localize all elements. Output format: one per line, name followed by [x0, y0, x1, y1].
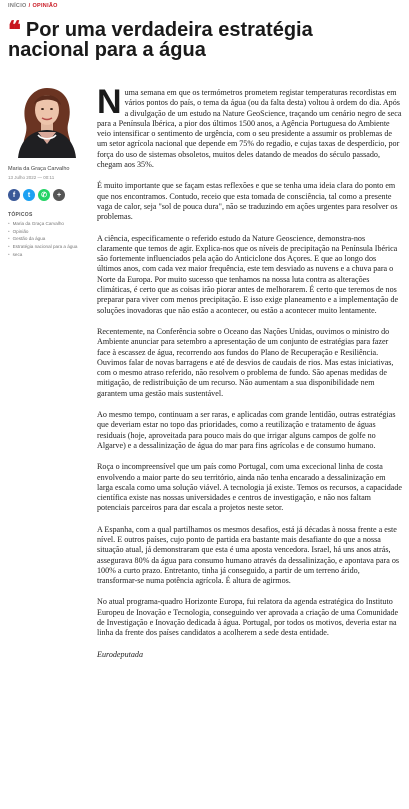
- topic-label: Maria da Graça Carvalho: [12, 221, 64, 226]
- topic-label: Estratégia nacional para a água: [12, 244, 78, 250]
- bullet-icon: •: [8, 221, 10, 226]
- breadcrumb-home-link[interactable]: INÍCIO: [8, 3, 27, 9]
- bullet-icon: •: [8, 236, 10, 242]
- breadcrumb-separator: /: [28, 3, 31, 9]
- author-sidebar: [8, 80, 86, 259]
- breadcrumb-current-link[interactable]: OPINIÃO: [32, 3, 58, 9]
- article-paragraph: A Espanha, com a qual partilhamos os mesmos desafios, está já décadas à nossa frente a este nível. E outros países, cujo ponto de partida era bastante mais desafiante do que a nossa situação atual, já demonstraram que esta é uma aposta vencedora. Israel, há uns anos atrás, assegurava 80% da água para consumo humano através da dessalinização, e apontava para os 100% a curto prazo. Entretanto, tinha já conseguido, a partir de um terreno árido, transformar-se numa potência agrícola. É altura de agirmos.: [97, 524, 400, 586]
- topic-item[interactable]: [8, 244, 86, 249]
- whatsapp-share-button[interactable]: [38, 189, 50, 201]
- topic-label: seca: [12, 251, 23, 257]
- article-paragraph: Ao mesmo tempo, continuam a ser raras, e aplicadas com grande lentidão, outras estratégias que deveriam estar no topo das prioridades, como a reutilização e tratamento de águas residuais (hoje, aproveitada para pouco mais do que irrigar alguns campos de golfe no Algarve) e a dessalinização de água do mar para fins agrícolas e de consumo humano.: [97, 410, 396, 450]
- page-title: [8, 15, 338, 61]
- quote-icon: ❝: [8, 15, 21, 44]
- twitter-share-button[interactable]: [23, 189, 35, 201]
- bullet-icon: •: [8, 228, 10, 234]
- article-paragraph: [97, 83, 402, 170]
- more-share-button[interactable]: [53, 189, 65, 201]
- topics-list: [8, 221, 86, 257]
- breadcrumb: [8, 3, 58, 9]
- bullet-icon: •: [8, 251, 10, 257]
- topic-label: Opinião: [12, 228, 29, 234]
- bullet-icon: •: [8, 244, 10, 250]
- article-body: [97, 83, 403, 671]
- author-portrait-icon: [8, 80, 86, 158]
- topic-label: Gestão da água: [12, 236, 46, 242]
- author-signoff: Eurodeputada: [97, 649, 144, 659]
- topic-item[interactable]: [8, 236, 86, 241]
- topic-item[interactable]: [8, 229, 86, 234]
- author-avatar[interactable]: [8, 80, 86, 158]
- topics-heading: TÓPICOS: [8, 212, 33, 218]
- drop-cap: N: [97, 83, 122, 121]
- article-paragraph: Recentemente, na Conferência sobre o Oceano das Nações Unidas, ouvimos o ministro do Ambiente anunciar para setembro a apresentação de um conjunto de estratégias para fazer face à escassez de água, recorrendo aos fundos do Plano de Recuperação e Resiliência. Ouvimos falar de novas barragens e até de desvios de caudais de rios. Mas estas iniciativas, com o mesmo atraso referido, não resolvem o problema de fundo. São apenas medidas de mitigação, de redistribuição de um recurso. Não aumentam a sua disponibilidade nem garantem uma gestão mais sustentável.: [97, 326, 394, 398]
- facebook-share-button[interactable]: [8, 189, 20, 201]
- publish-date: 13 Julho 2022 — 00:11: [8, 175, 55, 180]
- topic-item[interactable]: [8, 221, 86, 226]
- article-paragraph: No atual programa-quadro Horizonte Europa, fui relatora da agenda estratégica do Instituto Europeu de Inovação e Tecnologia, conseguindo ver aprovada a criação de uma Comunidade de Investigação e Inovação dedicada à água. Portugal, por todos os motivos, deveria estar na linha da frente dos países candidatos a acolherem a sede desta entidade.: [97, 597, 399, 638]
- paragraph-text: uma semana em que os termómetros prometem registar temperaturas recordistas em vários pontos do país, o tema da água (ou da falta desta) voltou à ordem do dia. Após a divulgação de um estudo na Nature GeoScience, traçando um cenário negro de seca para a Península Ibérica, a pior dos últimos 1500 anos, a Agência Portuguesa do Ambiente veio intensificar o sentimento de urgência, com o seu presidente a assumir os problemas de um setor agrícola nacional que depende em 75% do regadio, e cujas taxas de desperdício, por força do uso de sistemas obsoletos, muitos deles datando de meados do século passado, chegam aos 35%.: [97, 88, 402, 170]
- twitter-icon: t: [27, 191, 31, 199]
- share-buttons: [8, 189, 86, 201]
- article-paragraph: A ciência, especificamente o referido estudo da Nature Geoscience, demonstra-nos claramente que temos de agir. Explica-nos que os níveis de precipitação na Península Ibérica são fortemente influenciados pela ação do Anticiclone dos Açores. E que ao longo dos últimos anos, com cada vez maior frequência, este tem desviado as nuvens e a chuva para o Norte da Europa. Por muito sucesso que tenhamos na nossa luta contra as alterações climáticas, é certo que as coisas irão piorar antes de melhorarem. É certo que teremos de nos preparar para viver com menos precipitação. E isso exige planeamento e a implementação de soluções inovadoras que não estão a acontecer, ou estão a acontecer muito lentamente.: [97, 233, 399, 315]
- facebook-icon: f: [12, 191, 16, 199]
- article-paragraph: É muito importante que se façam estas reflexões e que se tenha uma ideia clara do ponto em que nos encontramos. Contudo, receio que esta tomada de consciência, tal como a presente vaga de calor, seja "sol de pouca dura", não se traduzindo em ações urgentes para resolver os problemas.: [97, 181, 398, 222]
- topic-item[interactable]: [8, 252, 86, 257]
- more-icon: +: [56, 191, 62, 199]
- author-name[interactable]: Maria da Graça Carvalho: [8, 166, 70, 172]
- article-paragraph: Roça o incompreensível que um país como Portugal, com uma excecional linha de costa envolvendo a maior parte do seu território, ainda não tenha encarado a dessalinização em larga escala como uma solução viável. A tecnologia já existe. Temos os recursos, a capacidade científica existe nas nossas universidades e centros de investigação, e não nos faltam potenciais parceiros para dar escala a projetos neste setor.: [97, 462, 403, 513]
- whatsapp-icon: ✆: [41, 192, 47, 199]
- page-title-text: Por uma verdadeira estratégia nacional para a água: [8, 19, 313, 61]
